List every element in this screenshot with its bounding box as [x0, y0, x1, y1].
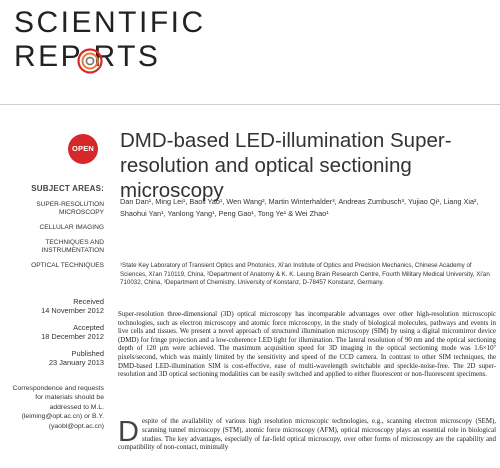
subject-link[interactable]: OPTICAL TECHNIQUES — [31, 262, 104, 269]
correspondence-note: Correspondence and requests for materials should be addressed to M.L. (leiming@opt.ac.cn) or B.Y. (yaobl@opt.ac.cn) — [12, 385, 104, 430]
published-date: 23 January 2013 — [48, 358, 104, 367]
header-divider — [0, 104, 500, 105]
accepted-label: Accepted — [73, 323, 104, 332]
received-date: 14 November 2012 — [41, 306, 104, 315]
body-paragraph — [118, 418, 496, 453]
logo-line-scientific: SCIENTIFIC — [14, 6, 206, 39]
journal-logo — [14, 6, 206, 90]
accepted-date-block — [4, 323, 104, 341]
body-text: espite of the availability of various high resolution microscopic technologies, e.g., scanning electron microscopy (SEM), scanning tunnel microscopy (STM), atomic force microscopy (AFM), optical microscopy plays an essential role in biological studies. The key advantages, especially of far-field optical microscopy, over other forms of microscopy are the capability and compatibility of non-contact, minimally — [118, 418, 496, 452]
published-date-block — [4, 349, 104, 367]
author-list: Dan Dan¹, Ming Lei¹, Baoli Yao¹, Wen Wang², Martin Winterhalder³, Andreas Zumbusch³, Yujiao Qi¹, Liang Xia², Shaohui Yan¹, Yanlong Yang¹, Peng Gao¹, Tong Ye¹ & Wei Zhao¹ — [120, 197, 479, 218]
logo-line-reports: REP RTS — [14, 40, 161, 73]
subject-link[interactable]: SUPER-RESOLUTION MICROSCOPY — [36, 201, 104, 216]
received-date-block — [4, 297, 104, 315]
published-label: Published — [71, 349, 104, 358]
drop-cap: D — [118, 416, 139, 448]
subject-link[interactable]: TECHNIQUES AND INSTRUMENTATION — [41, 239, 104, 254]
affiliations: ¹State Key Laboratory of Transient Optics and Photonics, Xi'an Institute of Optics and Precision Mechanics, Chinese Academy of Sciences, Xi'an 710119, China, ²Department of Anatomy & K. K. Leung Brain Research Centre, Fourth Military Medical University, Xi'an 710032, China, ³Department of Chemistry, University of Konstanz, D-78457 Konstanz, Germany. — [120, 262, 490, 287]
received-label: Received — [73, 297, 104, 306]
article-title: DMD-based LED-illumination Super-resolution and optical sectioning microscopy — [120, 129, 452, 202]
abstract: Super-resolution three-dimensional (3D) optical microscopy has incomparable advantages over other high-resolution microscopic technologies, such as electron microscopy and atomic force microscopy, in the study of biological molecules, pathways and events in live cells and tissues. We present a novel approach of structured illumination microscopy (SIM) by using a digital micromirror device (DMD) for fringe projection and a low-coherence LED light for illumination. The lateral resolution of 90 nm and the optical sectioning depth of 120 μm were achieved. The maximum acquisition speed for 3D imaging in the optical sectioning mode was 1.6×10⁷ pixels/second, which was mainly limited by the sensitivity and speed of the CCD camera. In contrast to other SIM techniques, the DMD-based LED-illumination SIM is cost-effective, ease of multi-wavelength switchable and speckle-noise-free. The 2D super-resolution and 3D optical sectioning modalities can be easily switched and applied to either fluorescent or non-fluorescent specimens. — [118, 311, 496, 379]
subject-link[interactable]: CELLULAR IMAGING — [39, 224, 104, 231]
accepted-date: 18 December 2012 — [41, 332, 104, 341]
subject-areas-heading: SUBJECT AREAS: — [31, 184, 104, 193]
subject-areas-list — [4, 201, 104, 277]
logo-rings-icon — [76, 47, 104, 75]
open-access-badge: OPEN — [68, 134, 98, 164]
